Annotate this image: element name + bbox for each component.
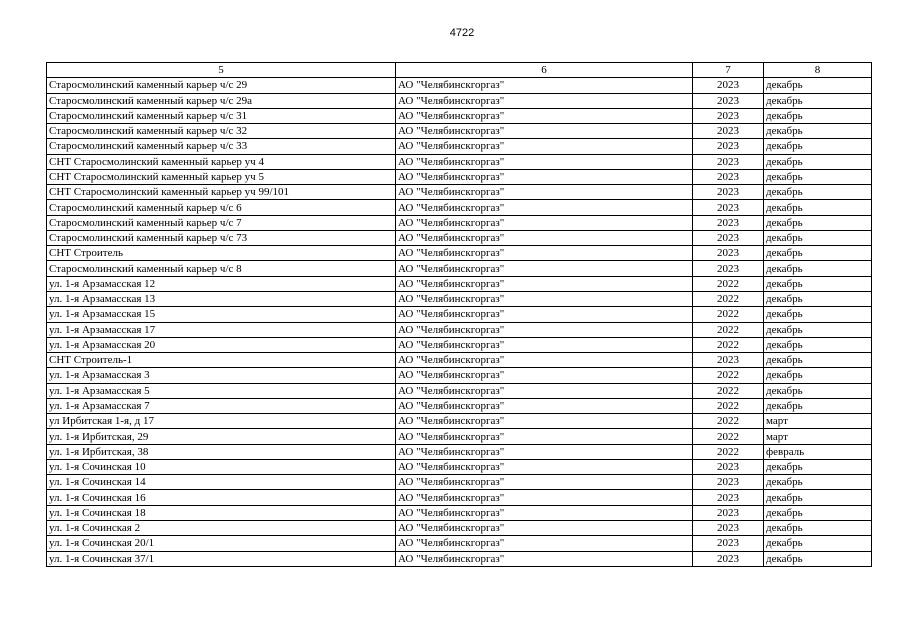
table-row (47, 551, 872, 566)
year-cell: 2023 (693, 200, 764, 215)
month-cell: декабрь (764, 78, 872, 93)
year-cell: 2023 (693, 185, 764, 200)
address-cell: Старосмолинский каменный карьер ч/с 8 (47, 261, 396, 276)
column-header-8: 8 (764, 63, 872, 78)
organization-cell: АО "Челябинскгоргаз" (396, 475, 693, 490)
month-cell: декабрь (764, 536, 872, 551)
year-cell: 2022 (693, 291, 764, 306)
organization-cell: АО "Челябинскгоргаз" (396, 261, 693, 276)
year-cell: 2023 (693, 169, 764, 184)
year-cell: 2023 (693, 124, 764, 139)
table-row (47, 459, 872, 474)
table-row (47, 398, 872, 413)
organization-cell: АО "Челябинскгоргаз" (396, 139, 693, 154)
address-cell: ул. 1-я Арзамасская 13 (47, 291, 396, 306)
organization-cell: АО "Челябинскгоргаз" (396, 520, 693, 535)
year-cell: 2022 (693, 337, 764, 352)
table-row (47, 215, 872, 230)
month-cell: декабрь (764, 185, 872, 200)
year-cell: 2023 (693, 93, 764, 108)
month-cell: декабрь (764, 368, 872, 383)
month-cell: декабрь (764, 93, 872, 108)
table-row (47, 414, 872, 429)
address-cell: ул. 1-я Арзамасская 7 (47, 398, 396, 413)
organization-cell: АО "Челябинскгоргаз" (396, 383, 693, 398)
year-cell: 2023 (693, 536, 764, 551)
organization-cell: АО "Челябинскгоргаз" (396, 322, 693, 337)
table-row (47, 322, 872, 337)
table-row (47, 475, 872, 490)
year-cell: 2023 (693, 78, 764, 93)
month-cell: декабрь (764, 246, 872, 261)
organization-cell: АО "Челябинскгоргаз" (396, 353, 693, 368)
table-row (47, 200, 872, 215)
month-cell: декабрь (764, 353, 872, 368)
month-cell: декабрь (764, 505, 872, 520)
year-cell: 2023 (693, 261, 764, 276)
table-row (47, 108, 872, 123)
address-cell: ул. 1-я Арзамасская 3 (47, 368, 396, 383)
address-cell: ул. 1-я Сочинская 10 (47, 459, 396, 474)
address-cell: Старосмолинский каменный карьер ч/с 31 (47, 108, 396, 123)
header-row (47, 63, 872, 78)
month-cell: февраль (764, 444, 872, 459)
table-row (47, 536, 872, 551)
year-cell: 2023 (693, 139, 764, 154)
year-cell: 2022 (693, 322, 764, 337)
organization-cell: АО "Челябинскгоргаз" (396, 215, 693, 230)
month-cell: декабрь (764, 551, 872, 566)
organization-cell: АО "Челябинскгоргаз" (396, 536, 693, 551)
year-cell: 2023 (693, 108, 764, 123)
month-cell: декабрь (764, 520, 872, 535)
organization-cell: АО "Челябинскгоргаз" (396, 291, 693, 306)
address-cell: ул. 1-я Арзамасская 20 (47, 337, 396, 352)
organization-cell: АО "Челябинскгоргаз" (396, 78, 693, 93)
address-cell: Старосмолинский каменный карьер ч/с 73 (47, 230, 396, 245)
page-number: 4722 (449, 27, 475, 39)
address-cell: СНТ Старосмолинский каменный карьер уч 5 (47, 169, 396, 184)
address-cell: СНТ Старосмолинский каменный карьер уч 99/101 (47, 185, 396, 200)
month-cell: декабрь (764, 291, 872, 306)
table-row (47, 185, 872, 200)
address-cell: ул. 1-я Сочинская 37/1 (47, 551, 396, 566)
organization-cell: АО "Челябинскгоргаз" (396, 551, 693, 566)
year-cell: 2023 (693, 520, 764, 535)
year-cell: 2023 (693, 459, 764, 474)
month-cell: декабрь (764, 261, 872, 276)
year-cell: 2022 (693, 307, 764, 322)
organization-cell: АО "Челябинскгоргаз" (396, 276, 693, 291)
month-cell: декабрь (764, 108, 872, 123)
address-cell: Старосмолинский каменный карьер ч/с 33 (47, 139, 396, 154)
year-cell: 2023 (693, 505, 764, 520)
month-cell: декабрь (764, 459, 872, 474)
month-cell: декабрь (764, 322, 872, 337)
year-cell: 2022 (693, 398, 764, 413)
table-row (47, 276, 872, 291)
month-cell: декабрь (764, 398, 872, 413)
organization-cell: АО "Челябинскгоргаз" (396, 93, 693, 108)
address-cell: ул Ирбитская 1-я, д 17 (47, 414, 396, 429)
address-cell: ул. 1-я Арзамасская 17 (47, 322, 396, 337)
year-cell: 2022 (693, 383, 764, 398)
address-cell: Старосмолинский каменный карьер ч/с 29 (47, 78, 396, 93)
column-header-6: 6 (396, 63, 693, 78)
year-cell: 2023 (693, 230, 764, 245)
table-body (47, 78, 872, 567)
year-cell: 2023 (693, 490, 764, 505)
month-cell: декабрь (764, 383, 872, 398)
organization-cell: АО "Челябинскгоргаз" (396, 169, 693, 184)
month-cell: март (764, 429, 872, 444)
month-cell: декабрь (764, 215, 872, 230)
table-header (47, 63, 872, 78)
address-cell: Старосмолинский каменный карьер ч/с 6 (47, 200, 396, 215)
month-cell: декабрь (764, 124, 872, 139)
address-cell: Старосмолинский каменный карьер ч/с 32 (47, 124, 396, 139)
organization-cell: АО "Челябинскгоргаз" (396, 200, 693, 215)
document-table (46, 62, 872, 567)
address-cell: ул. 1-я Ирбитская, 29 (47, 429, 396, 444)
address-cell: ул. 1-я Сочинская 20/1 (47, 536, 396, 551)
month-cell: декабрь (764, 169, 872, 184)
month-cell: декабрь (764, 307, 872, 322)
address-cell: ул. 1-я Арзамасская 12 (47, 276, 396, 291)
organization-cell: АО "Челябинскгоргаз" (396, 505, 693, 520)
month-cell: декабрь (764, 337, 872, 352)
year-cell: 2022 (693, 276, 764, 291)
month-cell: декабрь (764, 276, 872, 291)
address-cell: ул. 1-я Сочинская 14 (47, 475, 396, 490)
table-row (47, 505, 872, 520)
organization-cell: АО "Челябинскгоргаз" (396, 444, 693, 459)
year-cell: 2023 (693, 246, 764, 261)
table-row (47, 307, 872, 322)
table-row (47, 261, 872, 276)
table-row (47, 78, 872, 93)
address-cell: ул. 1-я Ирбитская, 38 (47, 444, 396, 459)
month-cell: декабрь (764, 475, 872, 490)
year-cell: 2022 (693, 368, 764, 383)
month-cell: март (764, 414, 872, 429)
organization-cell: АО "Челябинскгоргаз" (396, 429, 693, 444)
month-cell: декабрь (764, 154, 872, 169)
table-row (47, 124, 872, 139)
month-cell: декабрь (764, 230, 872, 245)
table-row (47, 383, 872, 398)
address-cell: ул. 1-я Арзамасская 15 (47, 307, 396, 322)
organization-cell: АО "Челябинскгоргаз" (396, 368, 693, 383)
year-cell: 2023 (693, 215, 764, 230)
table-row (47, 169, 872, 184)
organization-cell: АО "Челябинскгоргаз" (396, 459, 693, 474)
address-cell: СНТ Старосмолинский каменный карьер уч 4 (47, 154, 396, 169)
table-row (47, 368, 872, 383)
month-cell: декабрь (764, 139, 872, 154)
organization-cell: АО "Челябинскгоргаз" (396, 230, 693, 245)
year-cell: 2023 (693, 154, 764, 169)
table-row (47, 139, 872, 154)
table-row (47, 291, 872, 306)
organization-cell: АО "Челябинскгоргаз" (396, 185, 693, 200)
year-cell: 2022 (693, 414, 764, 429)
table-row (47, 429, 872, 444)
address-cell: ул. 1-я Сочинская 16 (47, 490, 396, 505)
table-row (47, 353, 872, 368)
address-cell: ул. 1-я Сочинская 18 (47, 505, 396, 520)
organization-cell: АО "Челябинскгоргаз" (396, 490, 693, 505)
organization-cell: АО "Челябинскгоргаз" (396, 307, 693, 322)
column-header-7: 7 (693, 63, 764, 78)
table-row (47, 337, 872, 352)
address-cell: Старосмолинский каменный карьер ч/с 29а (47, 93, 396, 108)
table-row (47, 520, 872, 535)
address-cell: Старосмолинский каменный карьер ч/с 7 (47, 215, 396, 230)
address-cell: СНТ Строитель (47, 246, 396, 261)
year-cell: 2022 (693, 429, 764, 444)
organization-cell: АО "Челябинскгоргаз" (396, 108, 693, 123)
organization-cell: АО "Челябинскгоргаз" (396, 398, 693, 413)
organization-cell: АО "Челябинскгоргаз" (396, 337, 693, 352)
organization-cell: АО "Челябинскгоргаз" (396, 414, 693, 429)
address-cell: СНТ Строитель-1 (47, 353, 396, 368)
address-cell: ул. 1-я Арзамасская 5 (47, 383, 396, 398)
year-cell: 2023 (693, 551, 764, 566)
table-row (47, 230, 872, 245)
organization-cell: АО "Челябинскгоргаз" (396, 154, 693, 169)
address-cell: ул. 1-я Сочинская 2 (47, 520, 396, 535)
month-cell: декабрь (764, 200, 872, 215)
table-row (47, 154, 872, 169)
year-cell: 2023 (693, 475, 764, 490)
table-row (47, 93, 872, 108)
month-cell: декабрь (764, 490, 872, 505)
column-header-5: 5 (47, 63, 396, 78)
table-row (47, 490, 872, 505)
organization-cell: АО "Челябинскгоргаз" (396, 246, 693, 261)
organization-cell: АО "Челябинскгоргаз" (396, 124, 693, 139)
year-cell: 2023 (693, 353, 764, 368)
table-row (47, 246, 872, 261)
table-row (47, 444, 872, 459)
year-cell: 2022 (693, 444, 764, 459)
